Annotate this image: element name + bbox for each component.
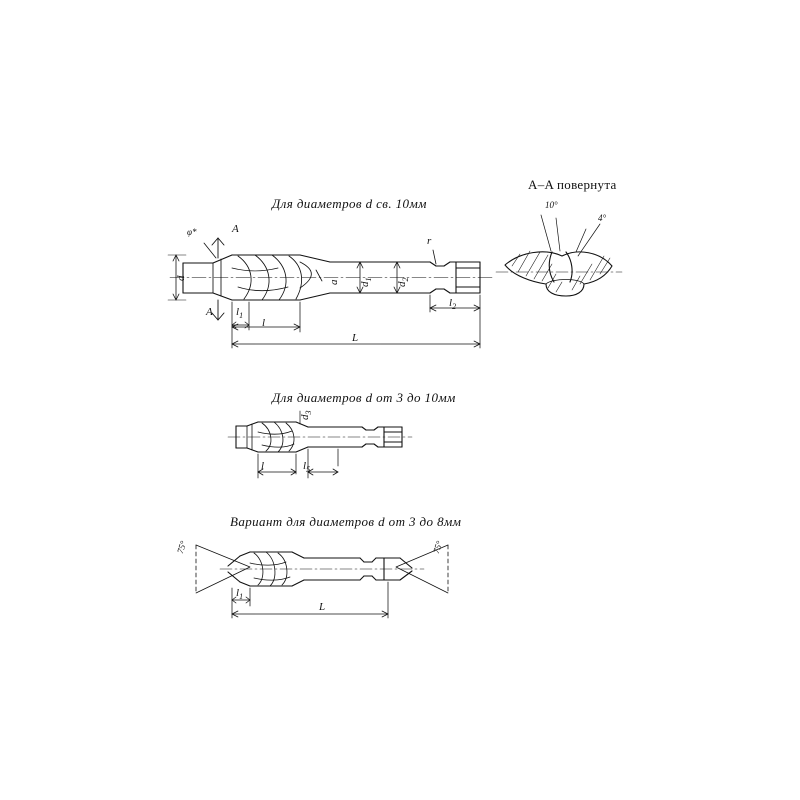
label-diameter-d1: $d_1$ <box>359 277 374 287</box>
label-length-l-medium: l <box>261 460 265 472</box>
view-title-large-diameters: Для диаметров d св. 10мм <box>272 196 427 211</box>
label-dim-a: a <box>328 279 340 285</box>
label-angle-75-left: 75° <box>175 539 189 555</box>
dim-chain-variant <box>232 582 388 618</box>
label-diameter-d2: $d_2$ <box>396 277 411 287</box>
angle-phi-leader <box>204 243 216 258</box>
tap-body-medium <box>228 422 412 452</box>
label-length-l1: $l_1$ <box>236 306 244 321</box>
view-title-medium-diameters: Для диаметров d от 3 до 10мм <box>272 390 456 405</box>
section-AA-geometry <box>496 215 622 296</box>
label-length-L: L <box>352 332 359 344</box>
label-angle-4deg: 4° <box>598 213 607 223</box>
label-diameter-d: d <box>175 275 187 281</box>
label-length-l1-variant: $l_1$ <box>236 587 244 602</box>
label-angle-10deg: 10° <box>545 200 558 210</box>
tap-body-variant <box>196 545 448 593</box>
label-section-mark-bottom: A <box>206 306 213 318</box>
tap-body-large <box>170 255 492 300</box>
label-diameter-d3: $d_3$ <box>299 410 314 420</box>
view-title-section-AA: A–A повернута <box>528 177 617 192</box>
label-length-L-variant: L <box>319 601 326 613</box>
label-section-mark-top: A <box>232 223 239 235</box>
label-length-l2: $l_2$ <box>449 297 457 312</box>
radius-leader <box>433 250 436 264</box>
label-length-l5: $l_5$ <box>303 460 311 475</box>
view-title-variant-small: Вариант для диаметров d от 3 до 8мм <box>230 514 462 529</box>
label-angle-phi: φ* <box>187 227 197 237</box>
label-length-l: l <box>262 317 266 329</box>
section-arrows-large <box>212 238 224 320</box>
label-radius-r: r <box>427 235 432 247</box>
label-angle-75-right: 75° <box>431 539 445 555</box>
